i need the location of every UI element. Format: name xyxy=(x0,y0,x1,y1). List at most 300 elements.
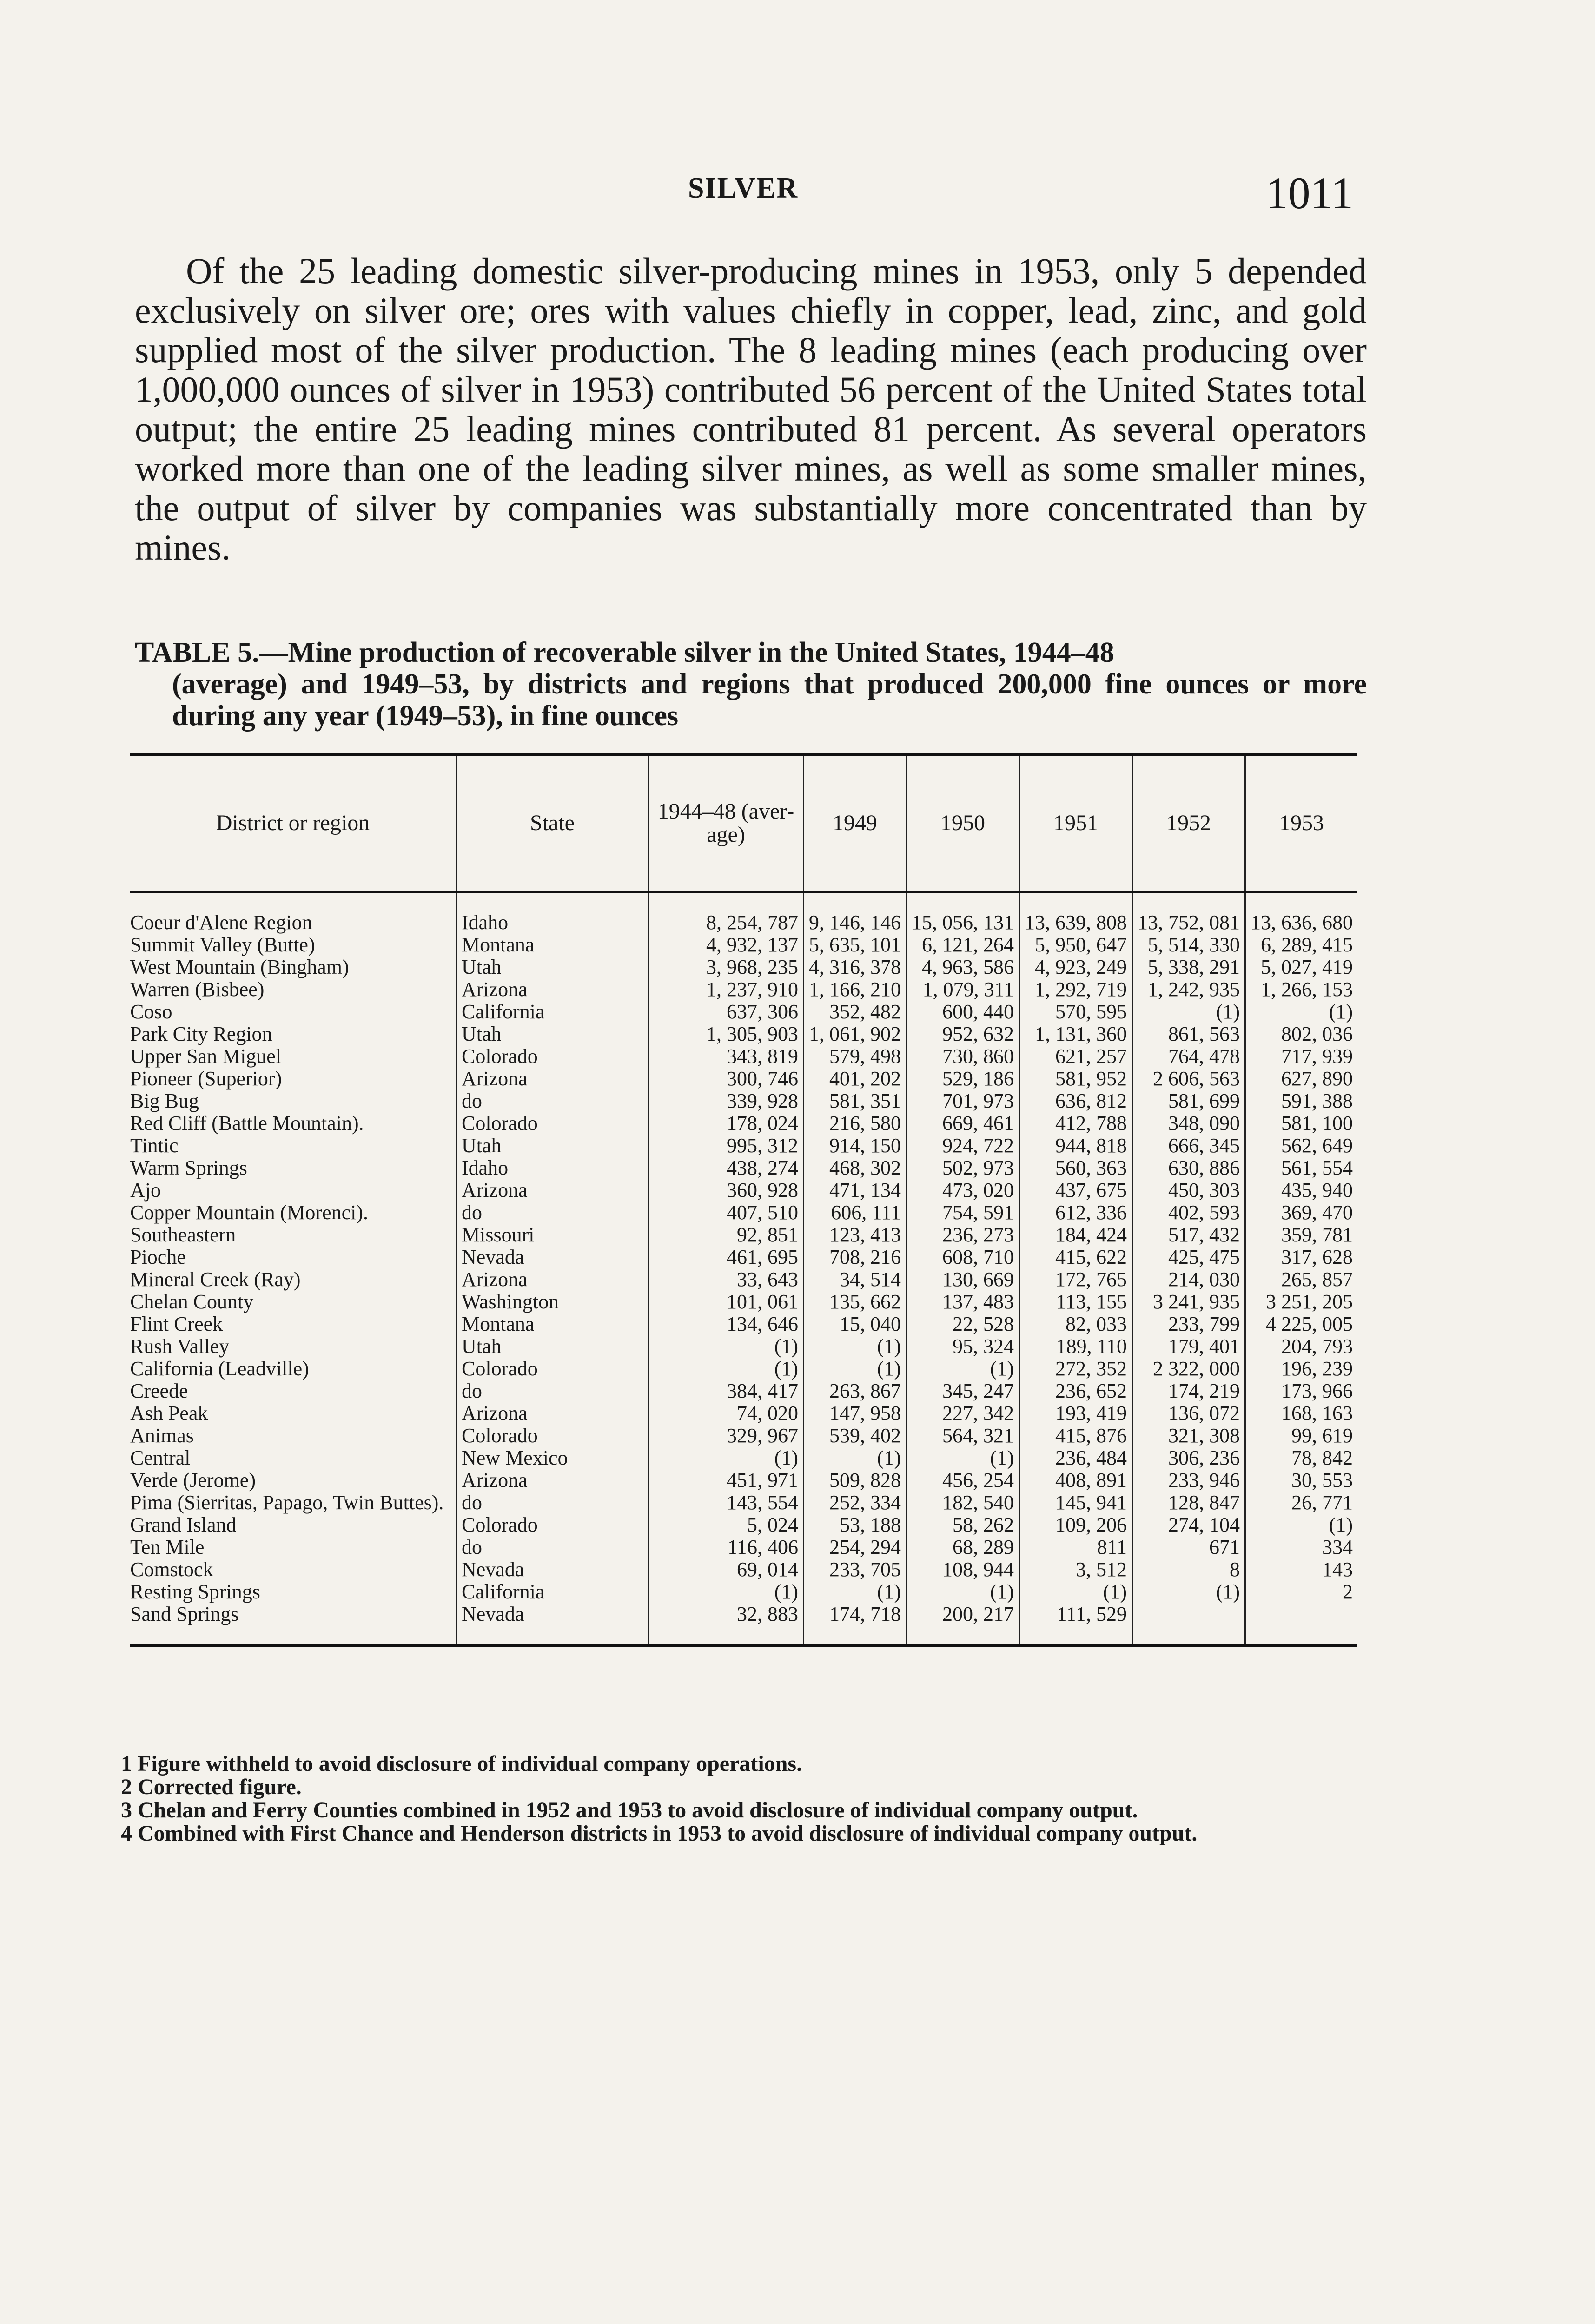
value-cell: 265, 857 xyxy=(1245,1268,1358,1291)
value-cell: 252, 334 xyxy=(804,1492,907,1514)
district-cell: Southeastern xyxy=(130,1223,236,1246)
value-cell: 4, 316, 378 xyxy=(804,956,907,978)
value-cell: 116, 406 xyxy=(649,1536,804,1558)
district-cell: Central xyxy=(130,1446,191,1469)
value-cell: 30, 553 xyxy=(1245,1469,1358,1492)
table-row xyxy=(130,1492,1357,1514)
value-cell: 717, 939 xyxy=(1245,1045,1358,1068)
value-cell: 99, 619 xyxy=(1245,1425,1358,1447)
state-cell: Colorado xyxy=(457,1045,649,1068)
state-cell: Colorado xyxy=(457,1112,649,1135)
table-caption-continuation: (average) and 1949–53, by districts and regions that produced 200,000 fine ounces or more during any year (1949–53), in fine ounces xyxy=(172,668,1367,732)
table-row xyxy=(130,1112,1357,1135)
value-cell: (1) xyxy=(1245,1514,1358,1536)
table-row xyxy=(130,1135,1357,1157)
table-row xyxy=(130,1469,1357,1492)
value-cell: 33, 643 xyxy=(649,1268,804,1291)
value-cell: 5, 950, 647 xyxy=(1019,934,1132,956)
value-cell: 5, 027, 419 xyxy=(1245,956,1358,978)
value-cell: 321, 308 xyxy=(1132,1425,1245,1447)
value-cell: 2 322, 000 xyxy=(1132,1358,1245,1380)
column-header: 1953 xyxy=(1245,754,1358,892)
value-cell: 184, 424 xyxy=(1019,1224,1132,1246)
state-cell: Arizona xyxy=(457,1268,649,1291)
value-cell: 708, 216 xyxy=(804,1246,907,1268)
value-cell: 754, 591 xyxy=(907,1202,1019,1224)
value-cell: 360, 928 xyxy=(649,1179,804,1202)
value-cell: 359, 781 xyxy=(1245,1224,1358,1246)
state-cell: Idaho xyxy=(457,892,649,934)
value-cell: 204, 793 xyxy=(1245,1335,1358,1358)
value-cell: 136, 072 xyxy=(1132,1402,1245,1425)
state-cell: do xyxy=(457,1536,649,1558)
value-cell: 600, 440 xyxy=(907,1001,1019,1023)
value-cell: 200, 217 xyxy=(907,1603,1019,1645)
value-cell: 143, 554 xyxy=(649,1492,804,1514)
value-cell: 179, 401 xyxy=(1132,1335,1245,1358)
district-cell: Mineral Creek (Ray) xyxy=(130,1268,301,1291)
value-cell: 343, 819 xyxy=(649,1045,804,1068)
value-cell: 561, 554 xyxy=(1245,1157,1358,1179)
value-cell: 802, 036 xyxy=(1245,1023,1358,1045)
footnote: 1 Figure withheld to avoid disclosure of individual company operations. xyxy=(121,1751,802,1776)
state-cell: Colorado xyxy=(457,1514,649,1536)
value-cell: 13, 752, 081 xyxy=(1132,892,1245,934)
district-cell: Pioche xyxy=(130,1246,186,1268)
value-cell: 579, 498 xyxy=(804,1045,907,1068)
value-cell: 924, 722 xyxy=(907,1135,1019,1157)
value-cell: 306, 236 xyxy=(1132,1447,1245,1469)
value-cell: (1) xyxy=(1132,1581,1245,1603)
district-cell: Verde (Jerome) xyxy=(130,1469,256,1492)
value-cell: 2 606, 563 xyxy=(1132,1068,1245,1090)
state-cell: Montana xyxy=(457,1313,649,1335)
value-cell: 5, 338, 291 xyxy=(1132,956,1245,978)
column-header: District or region xyxy=(130,754,457,892)
table-row xyxy=(130,1023,1357,1045)
value-cell: 15, 056, 131 xyxy=(907,892,1019,934)
value-cell: 216, 580 xyxy=(804,1112,907,1135)
value-cell: 509, 828 xyxy=(804,1469,907,1492)
value-cell: 168, 163 xyxy=(1245,1402,1358,1425)
district-cell: Big Bug xyxy=(130,1089,199,1112)
state-cell: Arizona xyxy=(457,1469,649,1492)
table-row xyxy=(130,1291,1357,1313)
value-cell: 3, 512 xyxy=(1019,1558,1132,1581)
value-cell: 143 xyxy=(1245,1558,1358,1581)
value-cell: 15, 040 xyxy=(804,1313,907,1335)
table-row xyxy=(130,1157,1357,1179)
value-cell: 5, 514, 330 xyxy=(1132,934,1245,956)
state-cell: Arizona xyxy=(457,1068,649,1090)
value-cell: 8, 254, 787 xyxy=(649,892,804,934)
value-cell: 82, 033 xyxy=(1019,1313,1132,1335)
district-cell: Coeur d'Alene Region xyxy=(130,911,312,934)
value-cell: 34, 514 xyxy=(804,1268,907,1291)
value-cell: 1, 292, 719 xyxy=(1019,978,1132,1001)
value-cell: 69, 014 xyxy=(649,1558,804,1581)
value-cell: 123, 413 xyxy=(804,1224,907,1246)
column-header: State xyxy=(457,754,649,892)
value-cell: 263, 867 xyxy=(804,1380,907,1402)
value-cell: 636, 812 xyxy=(1019,1090,1132,1112)
district-cell: Copper Mountain (Morenci). xyxy=(130,1201,368,1224)
table-row xyxy=(130,1514,1357,1536)
district-cell: Tintic xyxy=(130,1134,179,1157)
value-cell: 348, 090 xyxy=(1132,1112,1245,1135)
value-cell: 196, 239 xyxy=(1245,1358,1358,1380)
value-cell: 111, 529 xyxy=(1019,1603,1132,1645)
value-cell: 101, 061 xyxy=(649,1291,804,1313)
value-cell: 95, 324 xyxy=(907,1335,1019,1358)
state-cell: Missouri xyxy=(457,1224,649,1246)
running-head: SILVER xyxy=(688,172,799,204)
value-cell: (1) xyxy=(907,1581,1019,1603)
value-cell: 233, 705 xyxy=(804,1558,907,1581)
value-cell: 1, 131, 360 xyxy=(1019,1023,1132,1045)
value-cell: 1, 237, 910 xyxy=(649,978,804,1001)
value-cell: 581, 351 xyxy=(804,1090,907,1112)
value-cell: 637, 306 xyxy=(649,1001,804,1023)
value-cell: 450, 303 xyxy=(1132,1179,1245,1202)
value-cell: 345, 247 xyxy=(907,1380,1019,1402)
value-cell: 407, 510 xyxy=(649,1202,804,1224)
state-cell: Utah xyxy=(457,1335,649,1358)
value-cell: 608, 710 xyxy=(907,1246,1019,1268)
value-cell: (1) xyxy=(804,1581,907,1603)
column-header: 1949 xyxy=(804,754,907,892)
value-cell: 1, 166, 210 xyxy=(804,978,907,1001)
value-cell: 182, 540 xyxy=(907,1492,1019,1514)
state-cell: do xyxy=(457,1090,649,1112)
value-cell: 339, 928 xyxy=(649,1090,804,1112)
value-cell: 952, 632 xyxy=(907,1023,1019,1045)
value-cell: 401, 202 xyxy=(804,1068,907,1090)
value-cell: 147, 958 xyxy=(804,1402,907,1425)
value-cell: 539, 402 xyxy=(804,1425,907,1447)
value-cell: 914, 150 xyxy=(804,1135,907,1157)
value-cell: 135, 662 xyxy=(804,1291,907,1313)
value-cell: 1, 079, 311 xyxy=(907,978,1019,1001)
value-cell: 701, 973 xyxy=(907,1090,1019,1112)
value-cell: 764, 478 xyxy=(1132,1045,1245,1068)
state-cell: California xyxy=(457,1001,649,1023)
district-cell: Animas xyxy=(130,1424,194,1447)
value-cell: (1) xyxy=(804,1447,907,1469)
value-cell: 502, 973 xyxy=(907,1157,1019,1179)
table-row xyxy=(130,1425,1357,1447)
value-cell: 570, 595 xyxy=(1019,1001,1132,1023)
intro-paragraph: Of the 25 leading domestic silver-producing mines in 1953, only 5 depended exclusively on silver ore; ores with values chiefly in copper, lead, zinc, and gold supplied most of the silver production. The 8 leading mines (each producing over 1,000,000 ounces of silver in 1953) contributed 56 percent of the United States total output; the entire 25 leading mines contributed 81 percent. As several operators worked more than one of the leading silver mines, as well as some smaller mines, the output of silver by companies was substantially more concentrated than by mines. xyxy=(135,251,1367,568)
district-cell: Warm Springs xyxy=(130,1156,247,1179)
district-cell: Ten Mile xyxy=(130,1536,205,1558)
value-cell: 3 251, 205 xyxy=(1245,1291,1358,1313)
value-cell: 562, 649 xyxy=(1245,1135,1358,1157)
value-cell: 74, 020 xyxy=(649,1402,804,1425)
table-row xyxy=(130,1335,1357,1358)
value-cell: (1) xyxy=(649,1335,804,1358)
value-cell: (1) xyxy=(649,1581,804,1603)
table-row xyxy=(130,1402,1357,1425)
value-cell: 172, 765 xyxy=(1019,1268,1132,1291)
state-cell: Nevada xyxy=(457,1246,649,1268)
value-cell: 3 241, 935 xyxy=(1132,1291,1245,1313)
value-cell: (1) xyxy=(804,1335,907,1358)
value-cell: 435, 940 xyxy=(1245,1179,1358,1202)
value-cell: 627, 890 xyxy=(1245,1068,1358,1090)
value-cell: 560, 363 xyxy=(1019,1157,1132,1179)
table-body xyxy=(130,892,1357,1646)
table-row xyxy=(130,1179,1357,1202)
state-cell: do xyxy=(457,1492,649,1514)
footnote: 3 Chelan and Ferry Counties combined in 1952 and 1953 to avoid disclosure of individual company output. xyxy=(121,1798,1138,1822)
column-header: 1950 xyxy=(907,754,1019,892)
value-cell: 669, 461 xyxy=(907,1112,1019,1135)
district-cell: Comstock xyxy=(130,1558,213,1581)
table-row xyxy=(130,892,1357,934)
value-cell: 334 xyxy=(1245,1536,1358,1558)
table-row xyxy=(130,1358,1357,1380)
value-cell: 944, 818 xyxy=(1019,1135,1132,1157)
value-cell: 425, 475 xyxy=(1132,1246,1245,1268)
value-cell: 189, 110 xyxy=(1019,1335,1132,1358)
page-number: 1011 xyxy=(1265,168,1353,218)
district-cell: Warren (Bisbee) xyxy=(130,978,265,1001)
value-cell: 26, 771 xyxy=(1245,1492,1358,1514)
district-cell: Pima (Sierritas, Papago, Twin Buttes). xyxy=(130,1491,444,1514)
silver-production-table xyxy=(130,753,1357,1647)
value-cell: 456, 254 xyxy=(907,1469,1019,1492)
table-header-row xyxy=(130,754,1357,892)
value-cell: 408, 891 xyxy=(1019,1469,1132,1492)
state-cell: Washington xyxy=(457,1291,649,1313)
table-row xyxy=(130,956,1357,978)
value-cell xyxy=(1132,1603,1245,1645)
value-cell: 1, 266, 153 xyxy=(1245,978,1358,1001)
value-cell: 317, 628 xyxy=(1245,1246,1358,1268)
footnotes xyxy=(121,1752,1357,1845)
value-cell: 1, 061, 902 xyxy=(804,1023,907,1045)
district-cell: Coso xyxy=(130,1000,172,1023)
table-row xyxy=(130,1268,1357,1291)
state-cell: Colorado xyxy=(457,1358,649,1380)
silver-production-table-wrap xyxy=(130,753,1357,1647)
value-cell: 581, 699 xyxy=(1132,1090,1245,1112)
value-cell: 128, 847 xyxy=(1132,1492,1245,1514)
district-cell: Sand Springs xyxy=(130,1603,239,1625)
value-cell: 134, 646 xyxy=(649,1313,804,1335)
table-row xyxy=(130,1380,1357,1402)
table-row xyxy=(130,1224,1357,1246)
value-cell: 438, 274 xyxy=(649,1157,804,1179)
table-row xyxy=(130,1536,1357,1558)
value-cell: 174, 718 xyxy=(804,1603,907,1645)
state-cell: Montana xyxy=(457,934,649,956)
value-cell: (1) xyxy=(649,1358,804,1380)
table-row xyxy=(130,1447,1357,1469)
value-cell: 108, 944 xyxy=(907,1558,1019,1581)
district-cell: Rush Valley xyxy=(130,1335,230,1358)
value-cell: 130, 669 xyxy=(907,1268,1019,1291)
table-caption xyxy=(135,637,1367,732)
value-cell: 369, 470 xyxy=(1245,1202,1358,1224)
value-cell: 236, 484 xyxy=(1019,1447,1132,1469)
value-cell: 3, 968, 235 xyxy=(649,956,804,978)
footnote: 2 Corrected figure. xyxy=(121,1775,302,1799)
value-cell: (1) xyxy=(907,1447,1019,1469)
value-cell: 22, 528 xyxy=(907,1313,1019,1335)
district-cell: Creede xyxy=(130,1380,188,1402)
value-cell: 5, 024 xyxy=(649,1514,804,1536)
state-cell: Nevada xyxy=(457,1603,649,1645)
value-cell: 254, 294 xyxy=(804,1536,907,1558)
value-cell: 6, 289, 415 xyxy=(1245,934,1358,956)
state-cell: Idaho xyxy=(457,1157,649,1179)
district-cell: Chelan County xyxy=(130,1290,254,1313)
value-cell: 606, 111 xyxy=(804,1202,907,1224)
value-cell: 68, 289 xyxy=(907,1536,1019,1558)
table-row xyxy=(130,1313,1357,1335)
value-cell: 451, 971 xyxy=(649,1469,804,1492)
page-header xyxy=(0,167,1595,228)
district-cell: Grand Island xyxy=(130,1513,237,1536)
value-cell: 32, 883 xyxy=(649,1603,804,1645)
value-cell: 233, 799 xyxy=(1132,1313,1245,1335)
state-cell: Colorado xyxy=(457,1425,649,1447)
value-cell: 861, 563 xyxy=(1132,1023,1245,1045)
table-row xyxy=(130,1090,1357,1112)
table-row xyxy=(130,1581,1357,1603)
state-cell: Utah xyxy=(457,956,649,978)
value-cell: 630, 886 xyxy=(1132,1157,1245,1179)
table-row xyxy=(130,978,1357,1001)
value-cell: 1, 305, 903 xyxy=(649,1023,804,1045)
value-cell: 811 xyxy=(1019,1536,1132,1558)
district-cell: Park City Region xyxy=(130,1023,272,1045)
value-cell: (1) xyxy=(804,1358,907,1380)
value-cell: 384, 417 xyxy=(649,1380,804,1402)
value-cell: 612, 336 xyxy=(1019,1202,1132,1224)
table-row xyxy=(130,1068,1357,1090)
value-cell: 173, 966 xyxy=(1245,1380,1358,1402)
value-cell: 412, 788 xyxy=(1019,1112,1132,1135)
district-cell: Ash Peak xyxy=(130,1402,208,1425)
column-header: 1944–48 (aver-age) xyxy=(649,754,804,892)
value-cell: 137, 483 xyxy=(907,1291,1019,1313)
value-cell: 352, 482 xyxy=(804,1001,907,1023)
state-cell: Utah xyxy=(457,1023,649,1045)
value-cell: 236, 273 xyxy=(907,1224,1019,1246)
value-cell: (1) xyxy=(1132,1001,1245,1023)
value-cell: 415, 876 xyxy=(1019,1425,1132,1447)
table-row xyxy=(130,1045,1357,1068)
value-cell: 78, 842 xyxy=(1245,1447,1358,1469)
value-cell: 236, 652 xyxy=(1019,1380,1132,1402)
value-cell: 53, 188 xyxy=(804,1514,907,1536)
value-cell: 730, 860 xyxy=(907,1045,1019,1068)
district-cell: Red Cliff (Battle Mountain). xyxy=(130,1112,364,1135)
district-cell: Upper San Miguel xyxy=(130,1045,282,1068)
value-cell: 437, 675 xyxy=(1019,1179,1132,1202)
table-row xyxy=(130,1558,1357,1581)
value-cell xyxy=(1245,1603,1358,1645)
value-cell: 517, 432 xyxy=(1132,1224,1245,1246)
value-cell: 178, 024 xyxy=(649,1112,804,1135)
value-cell: 274, 104 xyxy=(1132,1514,1245,1536)
value-cell: 461, 695 xyxy=(649,1246,804,1268)
value-cell: 9, 146, 146 xyxy=(804,892,907,934)
value-cell: 468, 302 xyxy=(804,1157,907,1179)
value-cell: 4, 932, 137 xyxy=(649,934,804,956)
value-cell: 109, 206 xyxy=(1019,1514,1132,1536)
value-cell: 329, 967 xyxy=(649,1425,804,1447)
value-cell: 13, 636, 680 xyxy=(1245,892,1358,934)
state-cell: do xyxy=(457,1380,649,1402)
state-cell: Arizona xyxy=(457,1402,649,1425)
district-cell: Pioneer (Superior) xyxy=(130,1067,282,1090)
value-cell: 415, 622 xyxy=(1019,1246,1132,1268)
value-cell: 113, 155 xyxy=(1019,1291,1132,1313)
table-row xyxy=(130,1001,1357,1023)
state-cell: California xyxy=(457,1581,649,1603)
column-header: 1952 xyxy=(1132,754,1245,892)
value-cell: (1) xyxy=(1245,1001,1358,1023)
table-row xyxy=(130,934,1357,956)
footnote: 4 Combined with First Chance and Henderson districts in 1953 to avoid disclosure of individual company output. xyxy=(121,1821,1198,1846)
district-cell: Summit Valley (Butte) xyxy=(130,933,315,956)
value-cell: 671 xyxy=(1132,1536,1245,1558)
value-cell: 174, 219 xyxy=(1132,1380,1245,1402)
value-cell: 473, 020 xyxy=(907,1179,1019,1202)
value-cell: 8 xyxy=(1132,1558,1245,1581)
value-cell: 471, 134 xyxy=(804,1179,907,1202)
value-cell: 58, 262 xyxy=(907,1514,1019,1536)
district-cell: Resting Springs xyxy=(130,1580,260,1603)
value-cell: 591, 388 xyxy=(1245,1090,1358,1112)
value-cell: (1) xyxy=(649,1447,804,1469)
value-cell: 666, 345 xyxy=(1132,1135,1245,1157)
value-cell: 214, 030 xyxy=(1132,1268,1245,1291)
table-row xyxy=(130,1246,1357,1268)
value-cell: 564, 321 xyxy=(907,1425,1019,1447)
value-cell: 233, 946 xyxy=(1132,1469,1245,1492)
table-header xyxy=(130,754,1357,892)
value-cell: 227, 342 xyxy=(907,1402,1019,1425)
state-cell: do xyxy=(457,1202,649,1224)
value-cell: 581, 952 xyxy=(1019,1068,1132,1090)
value-cell: 4, 963, 586 xyxy=(907,956,1019,978)
value-cell: 995, 312 xyxy=(649,1135,804,1157)
value-cell: 402, 593 xyxy=(1132,1202,1245,1224)
district-cell: California (Leadville) xyxy=(130,1357,309,1380)
value-cell: 4 225, 005 xyxy=(1245,1313,1358,1335)
value-cell: 4, 923, 249 xyxy=(1019,956,1132,978)
value-cell: 529, 186 xyxy=(907,1068,1019,1090)
value-cell: 300, 746 xyxy=(649,1068,804,1090)
value-cell: (1) xyxy=(907,1358,1019,1380)
value-cell: 13, 639, 808 xyxy=(1019,892,1132,934)
district-cell: West Mountain (Bingham) xyxy=(130,956,349,978)
state-cell: Arizona xyxy=(457,978,649,1001)
value-cell: 272, 352 xyxy=(1019,1358,1132,1380)
column-header: 1951 xyxy=(1019,754,1132,892)
value-cell: (1) xyxy=(1019,1581,1132,1603)
value-cell: 145, 941 xyxy=(1019,1492,1132,1514)
district-cell: Flint Creek xyxy=(130,1313,223,1335)
value-cell: 193, 419 xyxy=(1019,1402,1132,1425)
state-cell: New Mexico xyxy=(457,1447,649,1469)
state-cell: Utah xyxy=(457,1135,649,1157)
